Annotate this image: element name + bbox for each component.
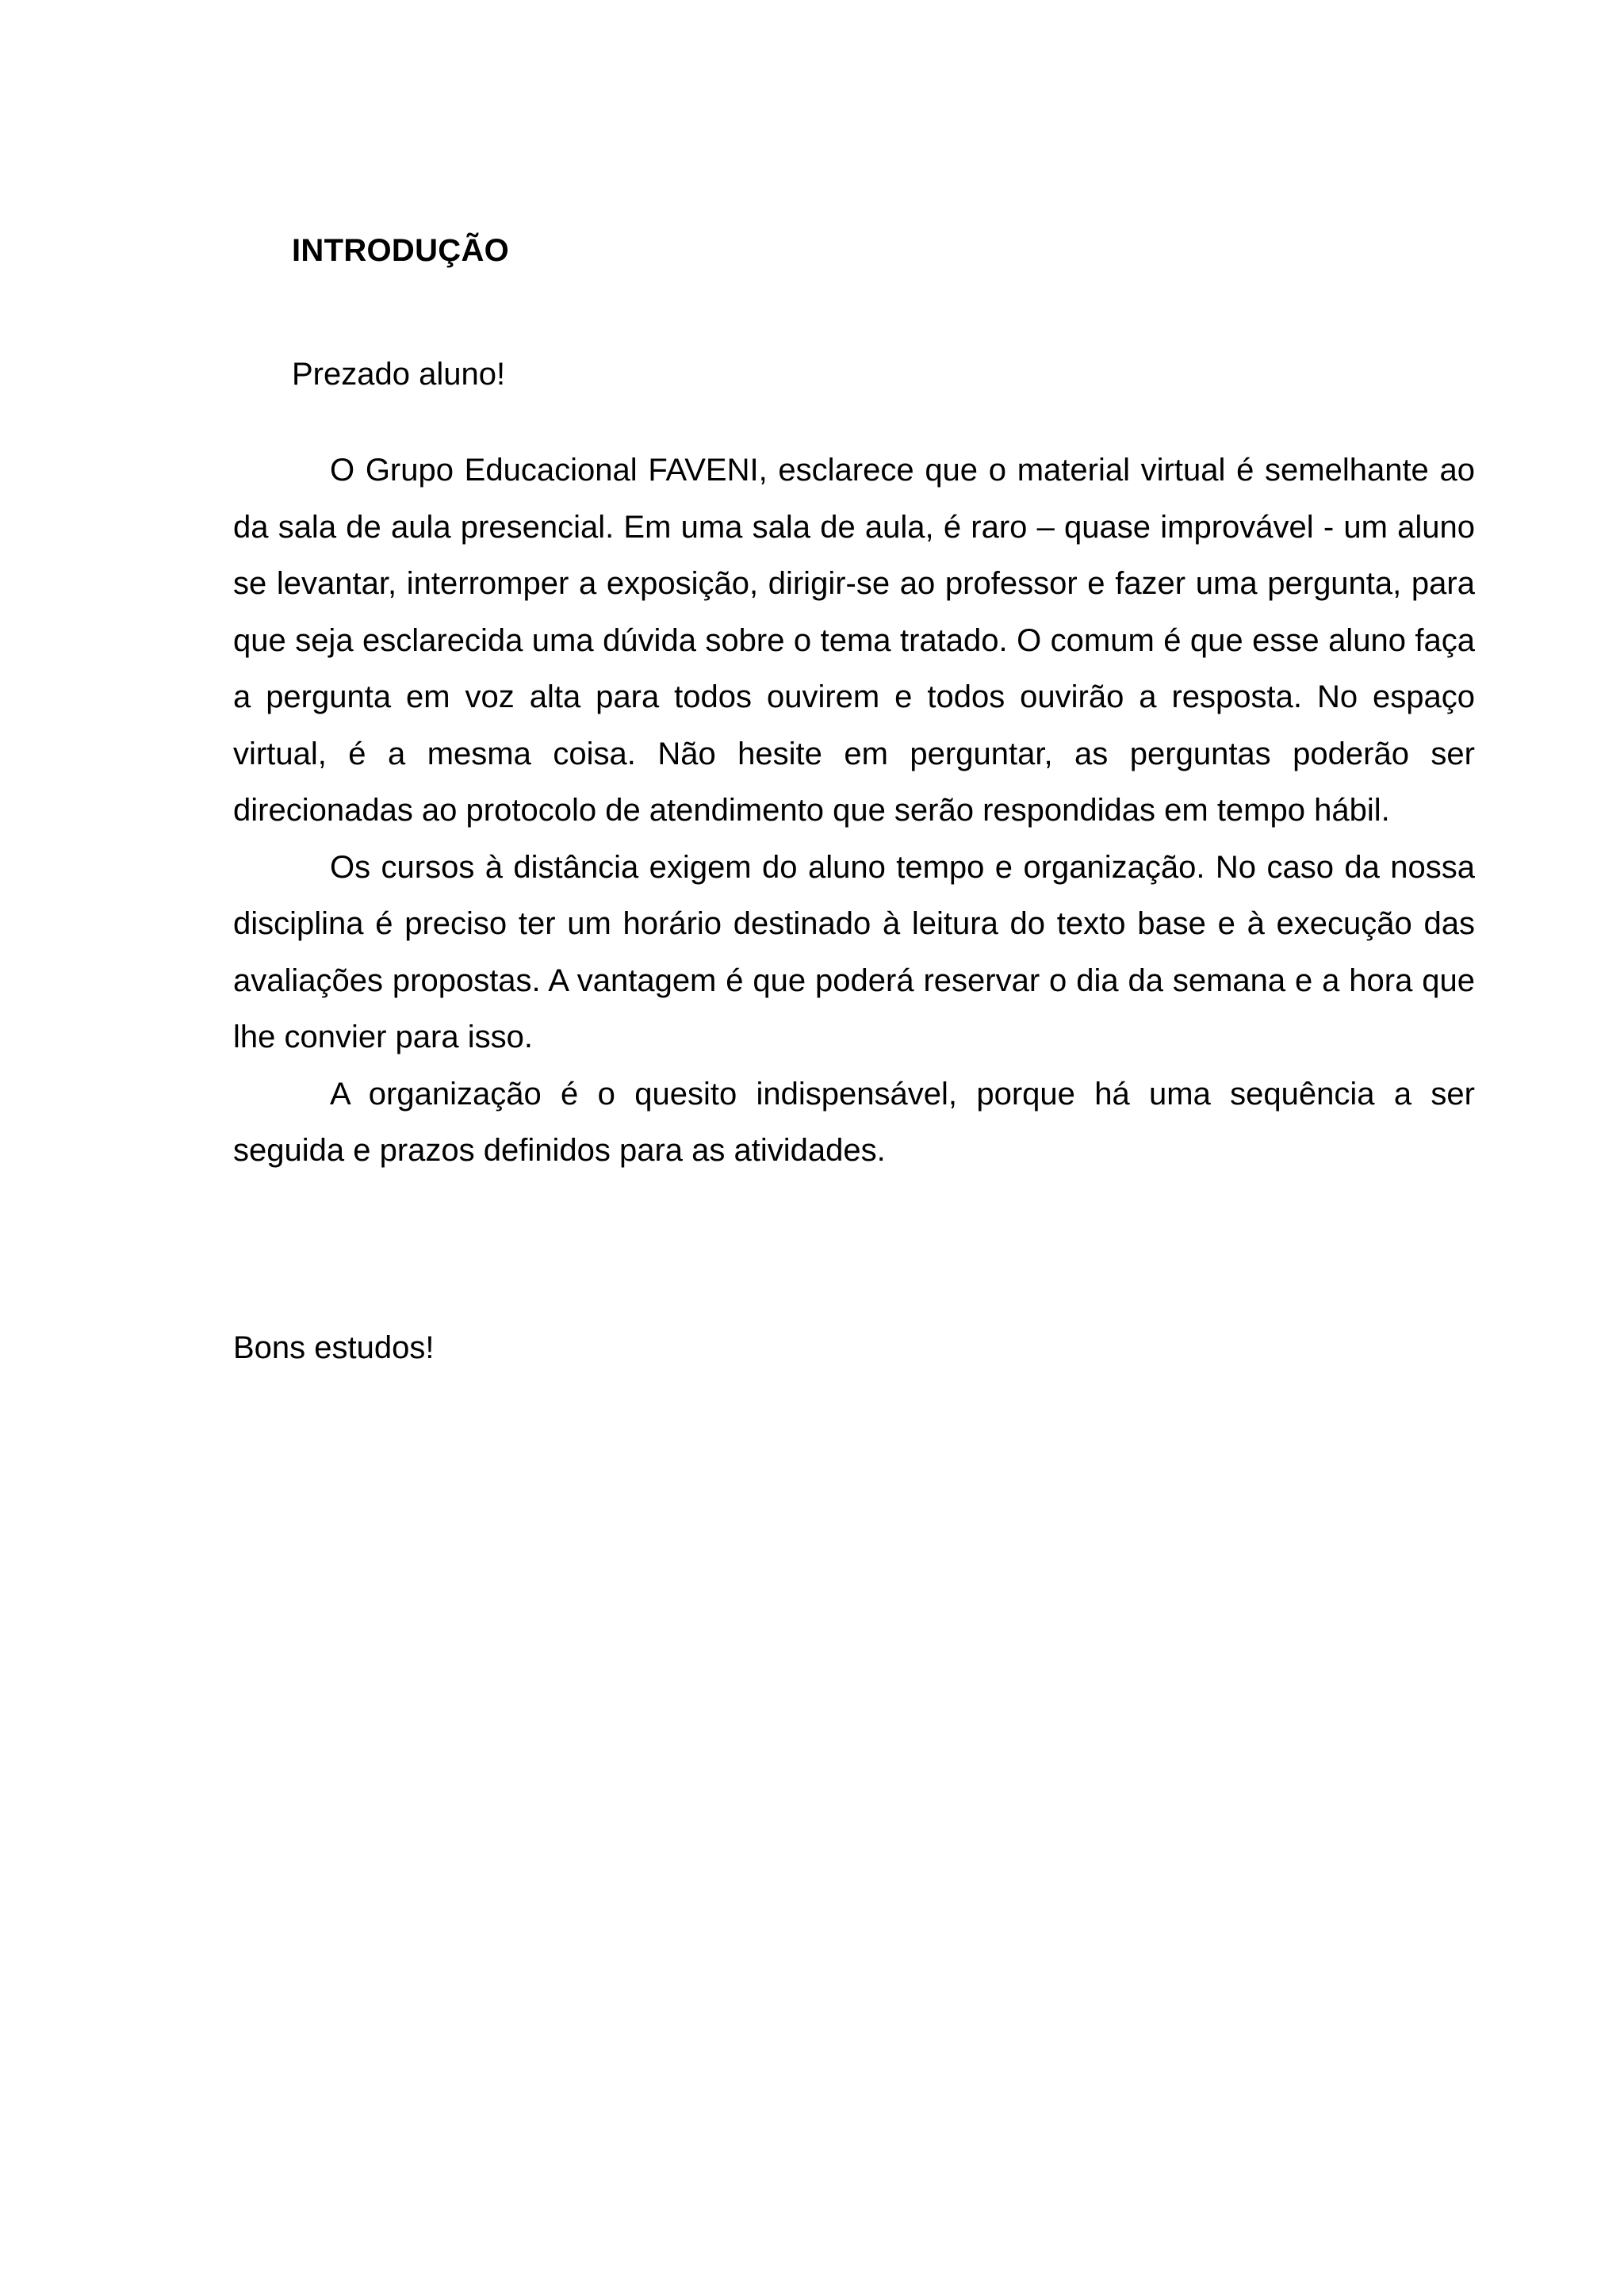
page-title: INTRODUÇÃO: [292, 233, 510, 268]
body-text: [233, 442, 1475, 1180]
paragraph: A organização é o quesito indispensável, porque há uma sequência a ser seguida e prazos definidos para as atividades.: [233, 1076, 1475, 1168]
closing-text: Bons estudos!: [233, 1330, 435, 1365]
greeting: Prezado aluno!: [292, 357, 506, 392]
paragraph: O Grupo Educacional FAVENI, esclarece que o material virtual é semelhante ao da sala de aula presencial. Em uma sala de aula, é raro – quase improvável - um aluno se levantar, interromper a exposição, dirigir-se ao professor e fazer uma pergunta, para que seja esclarecida uma dúvida sobre o tema tratado. O comum é que esse aluno faça a pergunta em voz alta para todos ouvirem e todos ouvirão a resposta. No espaço virtual, é a mesma coisa. Não hesite em perguntar, as perguntas poderão ser direcionadas ao protocolo de atendimento que serão respondidas em tempo hábil.: [233, 453, 1475, 828]
paragraph: Os cursos à distância exigem do aluno tempo e organização. No caso da nossa disciplina é preciso ter um horário destinado à leitura do texto base e à execução das avaliações propostas. A vantagem é que poderá reservar o dia da semana e a hora que lhe convier para isso.: [233, 849, 1475, 1054]
